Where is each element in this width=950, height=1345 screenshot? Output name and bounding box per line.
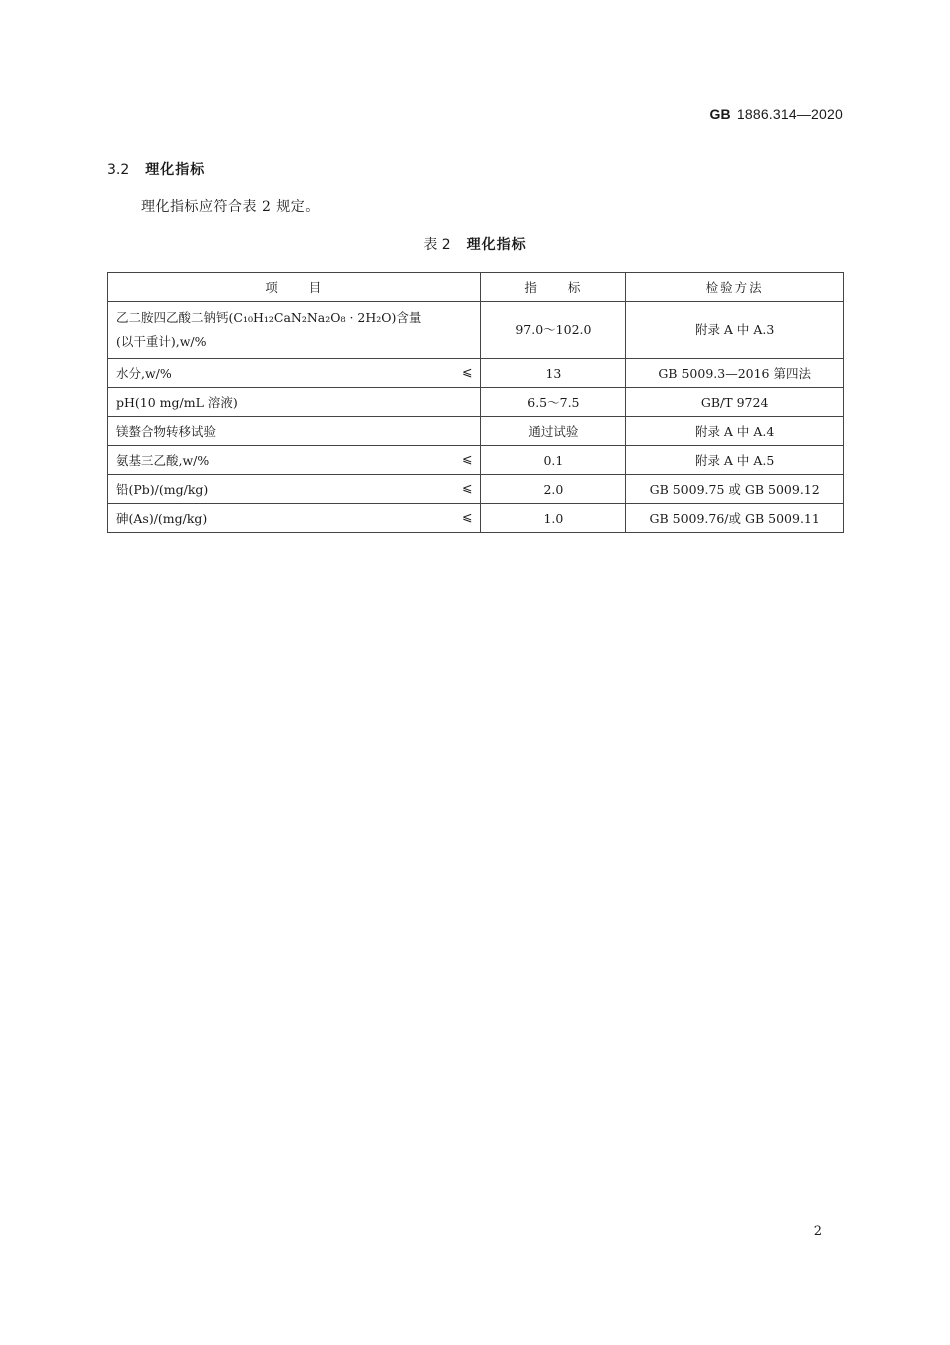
row-value: 1.0: [481, 504, 626, 533]
table-caption-label: 表 2: [423, 237, 451, 253]
section-title: 理化指标: [145, 162, 206, 178]
body-paragraph: 理化指标应符合表 2 规定。: [141, 199, 320, 215]
table-row: [108, 388, 844, 417]
header-method: 检验方法: [626, 273, 844, 302]
row-item-label: 氨基三乙酸,w/%: [116, 453, 210, 468]
row-limit: ⩽: [462, 480, 473, 495]
table-caption: [0, 234, 950, 254]
row-limit: ⩽: [462, 451, 473, 466]
row-item-line2: (以干重计),w/%: [116, 334, 207, 349]
row-item: [108, 388, 481, 417]
table-row: [108, 417, 844, 446]
standard-number: 1886.314—2020: [736, 106, 843, 122]
header-value: 指 标: [481, 273, 626, 302]
row-method: 附录 A 中 A.4: [626, 417, 844, 446]
document-header: [709, 106, 843, 122]
spec-table: [107, 272, 844, 533]
row-method: 附录 A 中 A.3: [626, 302, 844, 359]
row-value: 13: [481, 359, 626, 388]
table-row: [108, 446, 844, 475]
table-header-row: [108, 273, 844, 302]
row-limit: ⩽: [462, 509, 473, 524]
header-item: 项 目: [108, 273, 481, 302]
row-value: 2.0: [481, 475, 626, 504]
row-item-label: 砷(As)/(mg/kg): [116, 511, 208, 526]
table-row: [108, 359, 844, 388]
section-heading: [107, 159, 205, 179]
row-item: [108, 475, 481, 504]
section-number: 3.2: [107, 162, 130, 178]
row-item: [108, 417, 481, 446]
row-limit: ⩽: [462, 364, 473, 379]
page-number: 2: [813, 1224, 822, 1239]
table-row: [108, 302, 844, 359]
row-value: 97.0～102.0: [481, 302, 626, 359]
row-item-label: 水分,w/%: [116, 366, 172, 381]
row-item: [108, 504, 481, 533]
table-row: [108, 475, 844, 504]
row-value: 通过试验: [481, 417, 626, 446]
table-row: [108, 504, 844, 533]
row-item-label: pH(10 mg/mL 溶液): [116, 395, 238, 410]
row-item: [108, 446, 481, 475]
row-item: [108, 302, 481, 359]
row-item: [108, 359, 481, 388]
row-value: 0.1: [481, 446, 626, 475]
row-method: GB 5009.3—2016 第四法: [626, 359, 844, 388]
row-item-label: 镁螯合物转移试验: [116, 424, 217, 439]
row-item-line1: 乙二胺四乙酸二钠钙(C₁₀H₁₂CaN₂Na₂O₈ · 2H₂O)含量: [116, 310, 422, 325]
row-item-label: 铅(Pb)/(mg/kg): [116, 482, 209, 497]
row-method: 附录 A 中 A.5: [626, 446, 844, 475]
row-method: GB 5009.76/或 GB 5009.11: [626, 504, 844, 533]
row-value: 6.5～7.5: [481, 388, 626, 417]
table-caption-title: 理化指标: [466, 237, 527, 253]
row-method: GB 5009.75 或 GB 5009.12: [626, 475, 844, 504]
row-method: GB/T 9724: [626, 388, 844, 417]
standard-prefix: GB: [709, 106, 731, 122]
